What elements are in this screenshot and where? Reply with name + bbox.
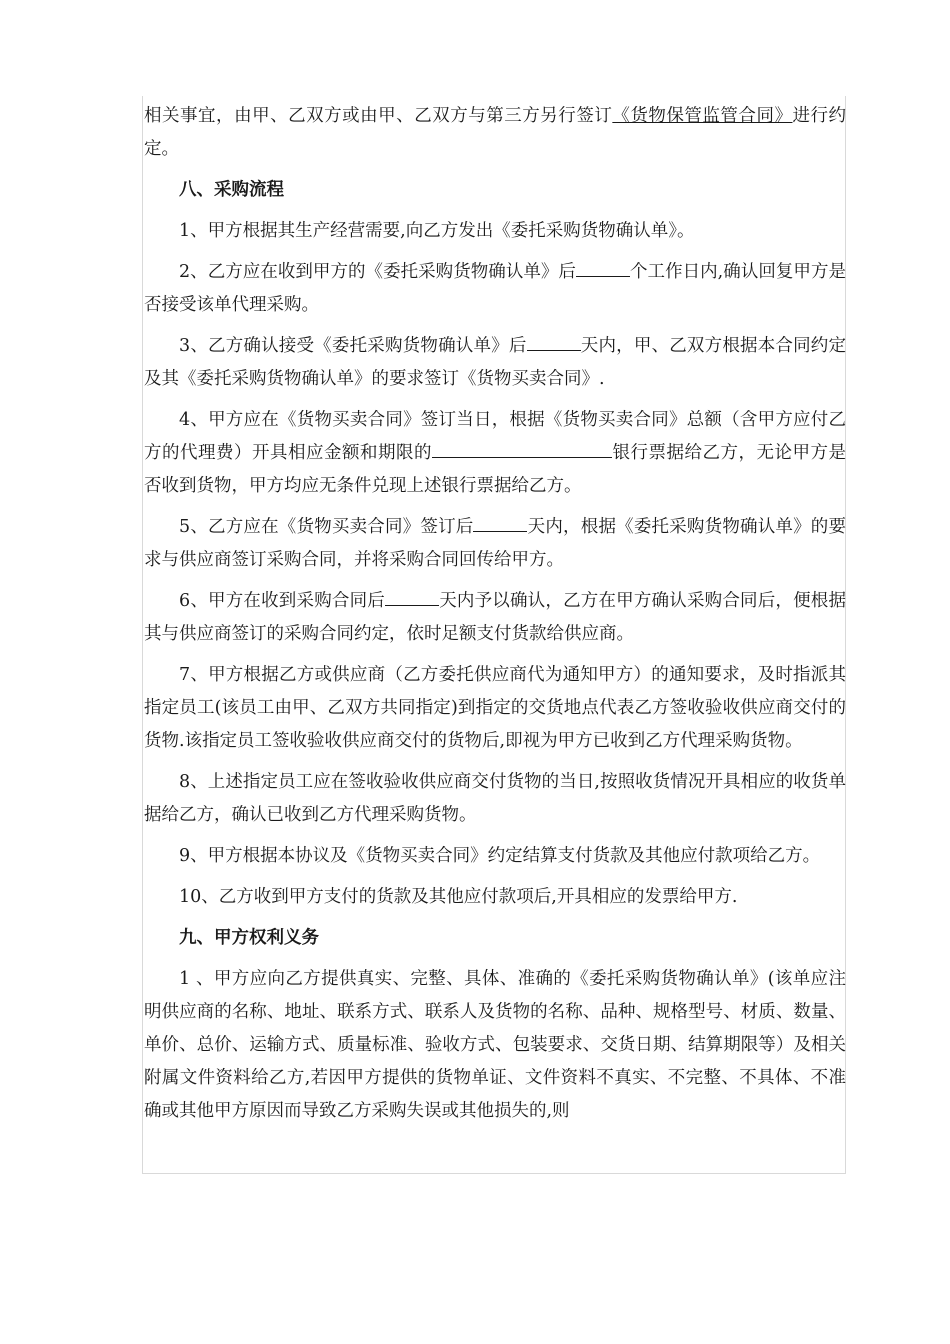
- intro-paragraph: [144, 100, 846, 166]
- s8-item-8-text: 8、上述指定员工应在签收验收供应商交付货物的当日,按照收货情况开具相应的收货单据给乙方，确认已收到乙方代理采购货物。: [144, 772, 846, 825]
- s8-item-10-text: 10、乙方收到甲方支付的货款及其他应付款项后,开具相应的发票给甲方.: [179, 887, 738, 907]
- s8-item-3-text-b: 天内，甲、乙双方根据本合同约定及其《委托采购货物确认单》的要求签订《货物买卖合同》.: [144, 336, 847, 389]
- document-body: [144, 100, 846, 1136]
- s8-item-4-text-b: 银行票据给乙方，无论甲方是否收到货物，甲方均应无条件兑现上述银行票据给乙方。: [144, 443, 846, 496]
- s8-item-7-text: 7、甲方根据乙方或供应商（乙方委托供应商代为通知甲方）的通知要求，及时指派其指定员工(该员工由甲、乙双方共同指定)到指定的交货地点代表乙方签收验收供应商交付的货物.该指定员工签收验收供应商交付的货物后,即视为甲方已收到乙方代理采购货物。: [144, 665, 846, 751]
- s8-item-4-text-a: 4、甲方应在《货物买卖合同》签订当日，根据《货物买卖合同》总额（含甲方应付乙方的代理费）开具相应金额和期限的: [144, 410, 846, 463]
- blank-bill-type[interactable]: [432, 438, 612, 458]
- s8-item-6-text-a: 6、甲方在收到采购合同后: [179, 591, 385, 611]
- s8-item-3: [144, 330, 846, 396]
- s8-item-3-text-a: 3、乙方确认接受《委托采购货物确认单》后: [179, 336, 527, 356]
- s8-item-5: [144, 511, 846, 577]
- s8-item-6: [144, 585, 846, 651]
- intro-text-2: 进行约定。: [144, 106, 847, 159]
- s8-item-9: [144, 840, 846, 873]
- section-9-heading: 九、甲方权利义务: [179, 928, 319, 948]
- s8-item-1: [144, 215, 846, 248]
- s8-item-8: [144, 766, 846, 832]
- s8-item-4: [144, 404, 846, 503]
- s8-item-10: [144, 881, 846, 914]
- s9-item-1-text: 1 、甲方应向乙方提供真实、完整、具体、准确的《委托采购货物确认单》(该单应注明供应商的名称、地址、联系方式、联系人及货物的名称、品种、规格型号、材质、数量、单价、总价、运输方式、质量标准、验收方式、包装要求、交货日期、结算期限等）及相关附属文件资料给乙方,若因甲方提供的货物单证、文件资料不真实、不完整、不具体、不准确或其他甲方原因而导致乙方采购失误或其他损失的,则: [144, 969, 846, 1121]
- s8-item-2-text-b: 个工作日内,确认回复甲方是否接受该单代理采购。: [144, 262, 846, 315]
- s8-item-5-text-a: 5、乙方应在《货物买卖合同》签订后: [179, 517, 474, 537]
- blank-workdays[interactable]: [576, 257, 630, 277]
- s8-item-9-text: 9、甲方根据本协议及《货物买卖合同》约定结算支付货款及其他应付款项给乙方。: [179, 846, 821, 866]
- contract-reference-link: 《货物保管监管合同》: [612, 106, 793, 126]
- blank-days-supplier[interactable]: [473, 512, 527, 532]
- s8-item-1-text: 1、甲方根据其生产经营需要,向乙方发出《委托采购货物确认单》。: [179, 221, 695, 241]
- s8-item-7: [144, 659, 846, 758]
- s8-item-5-text-b: 天内，根据《委托采购货物确认单》的要求与供应商签订采购合同，并将采购合同回传给甲方。: [144, 517, 846, 570]
- blank-days-sign[interactable]: [527, 331, 581, 351]
- s9-item-1: [144, 963, 846, 1128]
- s8-item-6-text-b: 天内予以确认，乙方在甲方确认采购合同后，便根据其与供应商签订的采购合同约定，依时足额支付货款给供应商。: [144, 591, 847, 644]
- section-8-heading: 八、采购流程: [179, 180, 284, 200]
- intro-text-1: 相关事宜，由甲、乙双方或由甲、乙双方与第三方另行签订: [144, 106, 613, 126]
- s8-item-2: [144, 256, 846, 322]
- s8-item-2-text-a: 2、乙方应在收到甲方的《委托采购货物确认单》后: [179, 262, 576, 282]
- blank-days-confirm[interactable]: [385, 586, 439, 606]
